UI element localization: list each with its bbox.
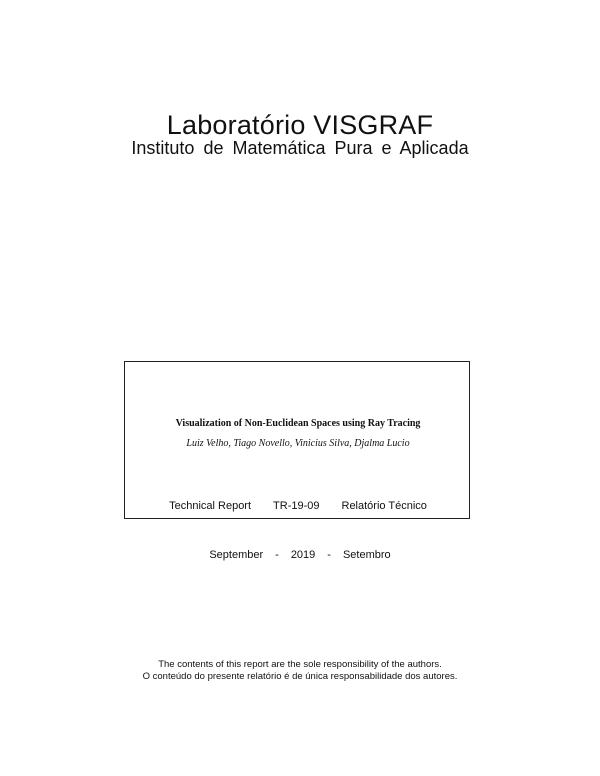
date-year: 2019: [290, 549, 316, 561]
report-date: [0, 548, 600, 562]
date-month-en: September: [209, 549, 264, 561]
disclaimer: [0, 659, 600, 683]
disclaimer-pt: O conteúdo do presente relatório é de única responsabilidade dos autores.: [142, 671, 458, 682]
report-type-en: Technical Report: [169, 500, 252, 512]
report-meta-line: [125, 499, 471, 513]
report-authors: Luiz Velho, Tiago Novello, Vinicius Silva, Djalma Lucio: [186, 438, 410, 449]
date-month-pt: Setembro: [342, 549, 391, 561]
date-separator: -: [327, 549, 331, 561]
lab-name: Laboratório VISGRAF: [166, 110, 434, 140]
report-title: Visualization of Non-Euclidean Spaces using Ray Tracing: [175, 418, 421, 429]
date-separator: -: [275, 549, 279, 561]
report-number: TR-19-09: [273, 500, 320, 512]
report-type-pt: Relatório Técnico: [341, 500, 427, 512]
report-info-box: [124, 361, 470, 519]
institute-name: Instituto de Matemática Pura e Aplicada: [131, 138, 469, 158]
disclaimer-en: The contents of this report are the sole responsibility of the authors.: [158, 659, 442, 670]
